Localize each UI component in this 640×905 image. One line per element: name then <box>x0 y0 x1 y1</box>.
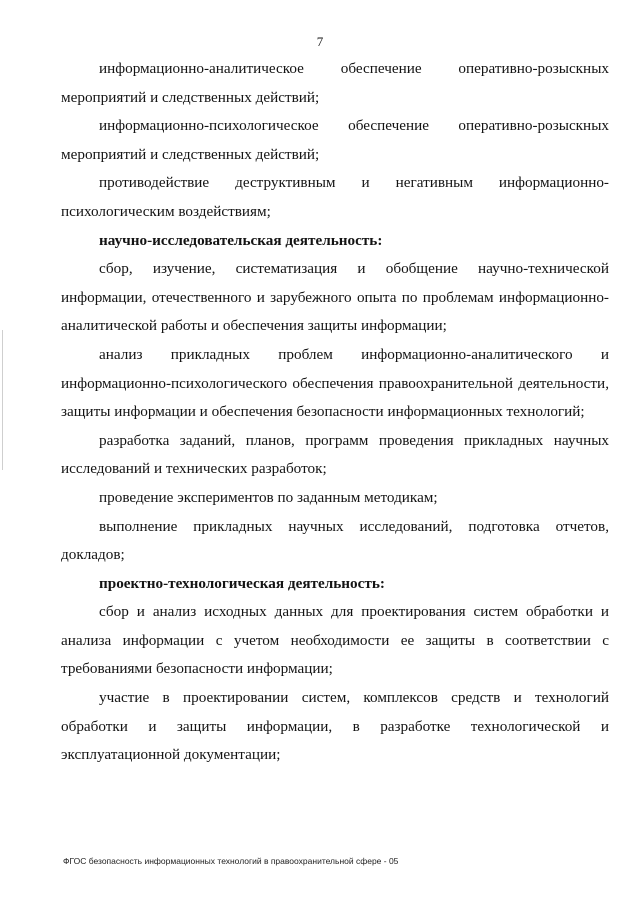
paragraph-item: противодействие деструктивным и негативным информационно-психологическим воздействиям; <box>61 174 609 220</box>
paragraph-item: выполнение прикладных научных исследований, подготовка отчетов, докладов; <box>61 517 609 564</box>
paragraph-item: проведение экспериментов по заданным методикам; <box>99 488 438 506</box>
paragraph-item: анализ прикладных проблем информационно-аналитического и информационно-психологического обеспечения правоохранительной деятельности, защиты информации и обеспечения безопасности информационных технологий; <box>61 345 609 421</box>
paragraph-item: сбор и анализ исходных данных для проектирования систем обработки и анализа информации с учетом необходимости ее защиты в соответствии с требованиями безопасности информации; <box>61 603 609 678</box>
section-heading: научно-исследовательская деятельность: <box>99 231 383 249</box>
page-footer: ФГОС безопасность информационных технологий в правоохранительной сфере - 05 <box>63 856 399 866</box>
paragraph-item: информационно-психологическое обеспечение оперативно-розыскных мероприятий и следственных действий; <box>61 117 609 163</box>
document-body <box>61 55 609 770</box>
paragraph-item: разработка заданий, планов, программ проведения прикладных научных исследований и технических разработок; <box>61 431 609 478</box>
scan-edge-line <box>2 330 3 470</box>
page-number: 7 <box>316 34 324 49</box>
section-heading: проектно-технологическая деятельность: <box>99 574 385 592</box>
paragraph-item: информационно-аналитическое обеспечение оперативно-розыскных мероприятий и следственных действий; <box>61 60 609 106</box>
paragraph-item: сбор, изучение, систематизация и обобщение научно-технической информации, отечественного и зарубежного опыта по проблемам информационно-аналитической работы и обеспечения защиты информации; <box>61 260 609 335</box>
paragraph-item: участие в проектировании систем, комплексов средств и технологий обработки и защиты информации, в разработке технологической и эксплуатационной документации; <box>61 689 609 764</box>
